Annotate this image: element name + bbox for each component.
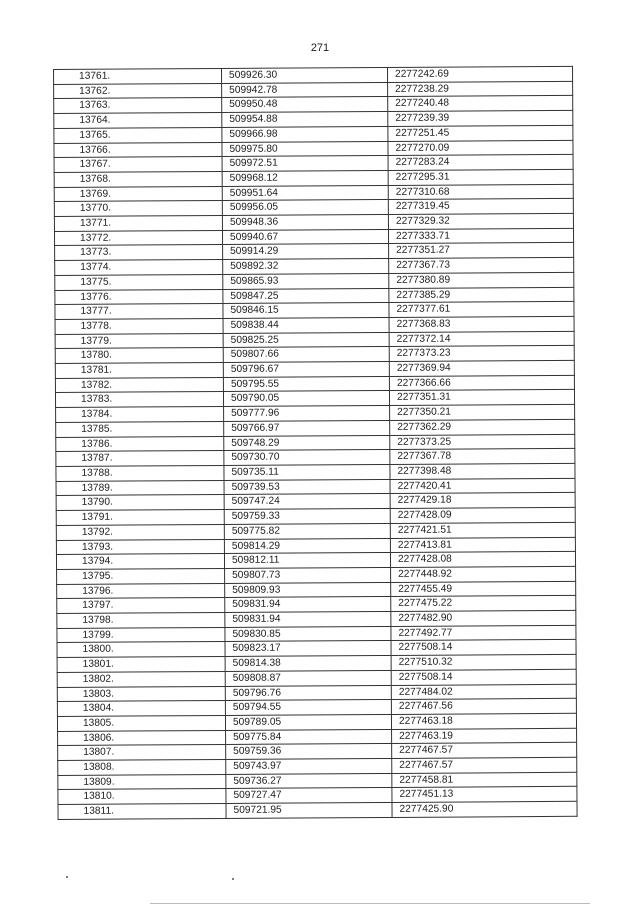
point-number-cell: 13784. [56,407,224,423]
x-coordinate-cell: 509972.51 [222,156,388,172]
x-coordinate-cell: 509743.97 [226,758,392,774]
y-coordinate-cell: 2277251.45 [388,125,573,141]
point-number-cell: 13796. [57,583,225,599]
x-coordinate-cell: 509777.96 [224,406,390,422]
x-coordinate-cell: 509759.36 [226,744,392,760]
y-coordinate-cell: 2277492.77 [391,625,576,641]
y-coordinate-cell: 2277508.14 [391,669,576,685]
y-coordinate-cell: 2277372.14 [389,331,574,347]
x-coordinate-cell: 509914.29 [223,244,389,260]
scan-speck [66,876,68,878]
x-coordinate-cell: 509739.53 [224,479,390,495]
point-number-cell: 13798. [57,612,225,628]
x-coordinate-cell: 509790.05 [223,391,389,407]
point-number-cell: 13767. [54,157,222,173]
point-number-cell: 13780. [55,348,223,364]
x-coordinate-cell: 509735.11 [224,464,390,480]
point-number-cell: 13761. [54,68,222,84]
point-number-cell: 13794. [56,554,224,570]
x-coordinate-cell: 509823.17 [225,641,391,657]
page-number: 271 [310,42,330,54]
point-number-cell: 13804. [57,701,225,717]
y-coordinate-cell: 2277242.69 [387,66,572,82]
x-coordinate-cell: 509759.33 [224,509,390,525]
x-coordinate-cell: 509809.93 [225,582,391,598]
y-coordinate-cell: 2277270.09 [388,140,573,156]
point-number-cell: 13778. [55,318,223,334]
x-coordinate-cell: 509796.67 [223,362,389,378]
y-coordinate-cell: 2277428.09 [390,507,575,523]
coordinate-table-wrapper [53,66,577,820]
point-number-cell: 13808. [58,760,226,776]
x-coordinate-cell: 509838.44 [223,317,389,333]
x-coordinate-cell: 509775.82 [224,523,390,539]
x-coordinate-cell: 509807.66 [223,347,389,363]
y-coordinate-cell: 2277351.27 [389,243,574,259]
point-number-cell: 13807. [58,745,226,761]
point-number-cell: 13792. [56,524,224,540]
y-coordinate-cell: 2277367.73 [389,257,574,273]
scan-edge [150,903,590,904]
point-number-cell: 13775. [55,274,223,290]
point-number-cell: 13790. [56,495,224,511]
y-coordinate-cell: 2277283.24 [388,155,573,171]
y-coordinate-cell: 2277428.08 [390,552,575,568]
point-number-cell: 13772. [54,230,222,246]
x-coordinate-cell: 509748.29 [224,435,390,451]
x-coordinate-cell: 509727.47 [226,788,392,804]
x-coordinate-cell: 509825.25 [223,332,389,348]
point-number-cell: 13777. [55,304,223,320]
point-number-cell: 13797. [57,598,225,614]
point-number-cell: 13783. [55,392,223,408]
point-number-cell: 13762. [54,83,222,99]
y-coordinate-cell: 2277413.81 [390,537,575,553]
x-coordinate-cell: 509807.73 [225,567,391,583]
y-coordinate-cell: 2277377.61 [389,302,574,318]
x-coordinate-cell: 509775.84 [226,729,392,745]
y-coordinate-cell: 2277463.18 [391,713,576,729]
coordinate-table [53,66,578,820]
point-number-cell: 13799. [57,627,225,643]
point-number-cell: 13789. [56,480,224,496]
point-number-cell: 13764. [54,113,222,129]
point-number-cell: 13793. [56,539,224,555]
x-coordinate-cell: 509730.70 [224,450,390,466]
y-coordinate-cell: 2277475.22 [391,596,576,612]
point-number-cell: 13781. [55,363,223,379]
x-coordinate-cell: 509968.12 [222,170,388,186]
y-coordinate-cell: 2277369.94 [389,360,574,376]
y-coordinate-cell: 2277463.19 [392,728,577,744]
x-coordinate-cell: 509975.80 [222,141,388,157]
y-coordinate-cell: 2277425.90 [392,801,577,817]
x-coordinate-cell: 509865.93 [223,273,389,289]
x-coordinate-cell: 509847.25 [223,288,389,304]
point-number-cell: 13785. [56,421,224,437]
point-number-cell: 13803. [57,686,225,702]
x-coordinate-cell: 509814.38 [225,656,391,672]
y-coordinate-cell: 2277380.89 [389,272,574,288]
y-coordinate-cell: 2277366.66 [389,375,574,391]
point-number-cell: 13809. [58,774,226,790]
x-coordinate-cell: 509830.85 [225,626,391,642]
y-coordinate-cell: 2277385.29 [389,287,574,303]
x-coordinate-cell: 509789.05 [225,714,391,730]
y-coordinate-cell: 2277467.56 [391,699,576,715]
y-coordinate-cell: 2277451.13 [392,787,577,803]
coordinate-table-body [54,66,578,819]
y-coordinate-cell: 2277310.68 [388,184,573,200]
y-coordinate-cell: 2277458.81 [392,772,577,788]
point-number-cell: 13770. [54,201,222,217]
y-coordinate-cell: 2277421.51 [390,522,575,538]
x-coordinate-cell: 509814.29 [224,538,390,554]
point-number-cell: 13800. [57,642,225,658]
x-coordinate-cell: 509966.98 [222,126,388,142]
y-coordinate-cell: 2277420.41 [390,478,575,494]
point-number-cell: 13787. [56,451,224,467]
y-coordinate-cell: 2277484.02 [391,684,576,700]
x-coordinate-cell: 509794.55 [225,700,391,716]
x-coordinate-cell: 509747.24 [224,494,390,510]
x-coordinate-cell: 509721.95 [226,803,392,819]
point-number-cell: 13805. [57,715,225,731]
point-number-cell: 13765. [54,127,222,143]
point-number-cell: 13786. [56,436,224,452]
point-number-cell: 13802. [57,671,225,687]
point-number-cell: 13776. [55,289,223,305]
y-coordinate-cell: 2277467.57 [392,743,577,759]
x-coordinate-cell: 509954.88 [222,112,388,128]
y-coordinate-cell: 2277448.92 [391,566,576,582]
point-number-cell: 13791. [56,510,224,526]
y-coordinate-cell: 2277351.31 [389,390,574,406]
y-coordinate-cell: 2277367.78 [390,449,575,465]
point-number-cell: 13773. [55,245,223,261]
point-number-cell: 13811. [58,804,226,820]
y-coordinate-cell: 2277295.31 [388,169,573,185]
x-coordinate-cell: 509942.78 [222,82,388,98]
y-coordinate-cell: 2277238.29 [388,81,573,97]
x-coordinate-cell: 509831.94 [225,611,391,627]
x-coordinate-cell: 509795.55 [223,376,389,392]
point-number-cell: 13795. [57,568,225,584]
y-coordinate-cell: 2277429.18 [390,493,575,509]
x-coordinate-cell: 509796.76 [225,685,391,701]
x-coordinate-cell: 509956.05 [222,200,388,216]
x-coordinate-cell: 509892.32 [223,259,389,275]
y-coordinate-cell: 2277319.45 [388,199,573,215]
y-coordinate-cell: 2277373.25 [390,434,575,450]
table-row [58,801,577,819]
point-number-cell: 13769. [54,186,222,202]
point-number-cell: 13766. [54,142,222,158]
y-coordinate-cell: 2277510.32 [391,654,576,670]
x-coordinate-cell: 509926.30 [221,67,387,83]
x-coordinate-cell: 509736.27 [226,773,392,789]
point-number-cell: 13782. [55,377,223,393]
point-number-cell: 13810. [58,789,226,805]
x-coordinate-cell: 509948.36 [222,214,388,230]
x-coordinate-cell: 509812.11 [224,553,390,569]
scan-speck [232,878,234,880]
y-coordinate-cell: 2277239.39 [388,110,573,126]
point-number-cell: 13806. [58,730,226,746]
y-coordinate-cell: 2277455.49 [391,581,576,597]
y-coordinate-cell: 2277333.71 [388,228,573,244]
x-coordinate-cell: 509951.64 [222,185,388,201]
y-coordinate-cell: 2277508.14 [391,640,576,656]
y-coordinate-cell: 2277368.83 [389,316,574,332]
x-coordinate-cell: 509846.15 [223,303,389,319]
x-coordinate-cell: 509950.48 [222,97,388,113]
x-coordinate-cell: 509808.87 [225,670,391,686]
y-coordinate-cell: 2277350.21 [390,404,575,420]
x-coordinate-cell: 509831.94 [225,597,391,613]
point-number-cell: 13774. [55,260,223,276]
y-coordinate-cell: 2277467.57 [392,757,577,773]
y-coordinate-cell: 2277240.48 [388,96,573,112]
point-number-cell: 13768. [54,171,222,187]
y-coordinate-cell: 2277362.29 [390,419,575,435]
point-number-cell: 13771. [54,215,222,231]
y-coordinate-cell: 2277329.32 [388,213,573,229]
point-number-cell: 13779. [55,333,223,349]
point-number-cell: 13763. [54,98,222,114]
x-coordinate-cell: 509766.97 [224,420,390,436]
y-coordinate-cell: 2277373.23 [389,346,574,362]
point-number-cell: 13788. [56,465,224,481]
x-coordinate-cell: 509940.67 [222,229,388,245]
y-coordinate-cell: 2277398.48 [390,463,575,479]
y-coordinate-cell: 2277482.90 [391,610,576,626]
point-number-cell: 13801. [57,657,225,673]
